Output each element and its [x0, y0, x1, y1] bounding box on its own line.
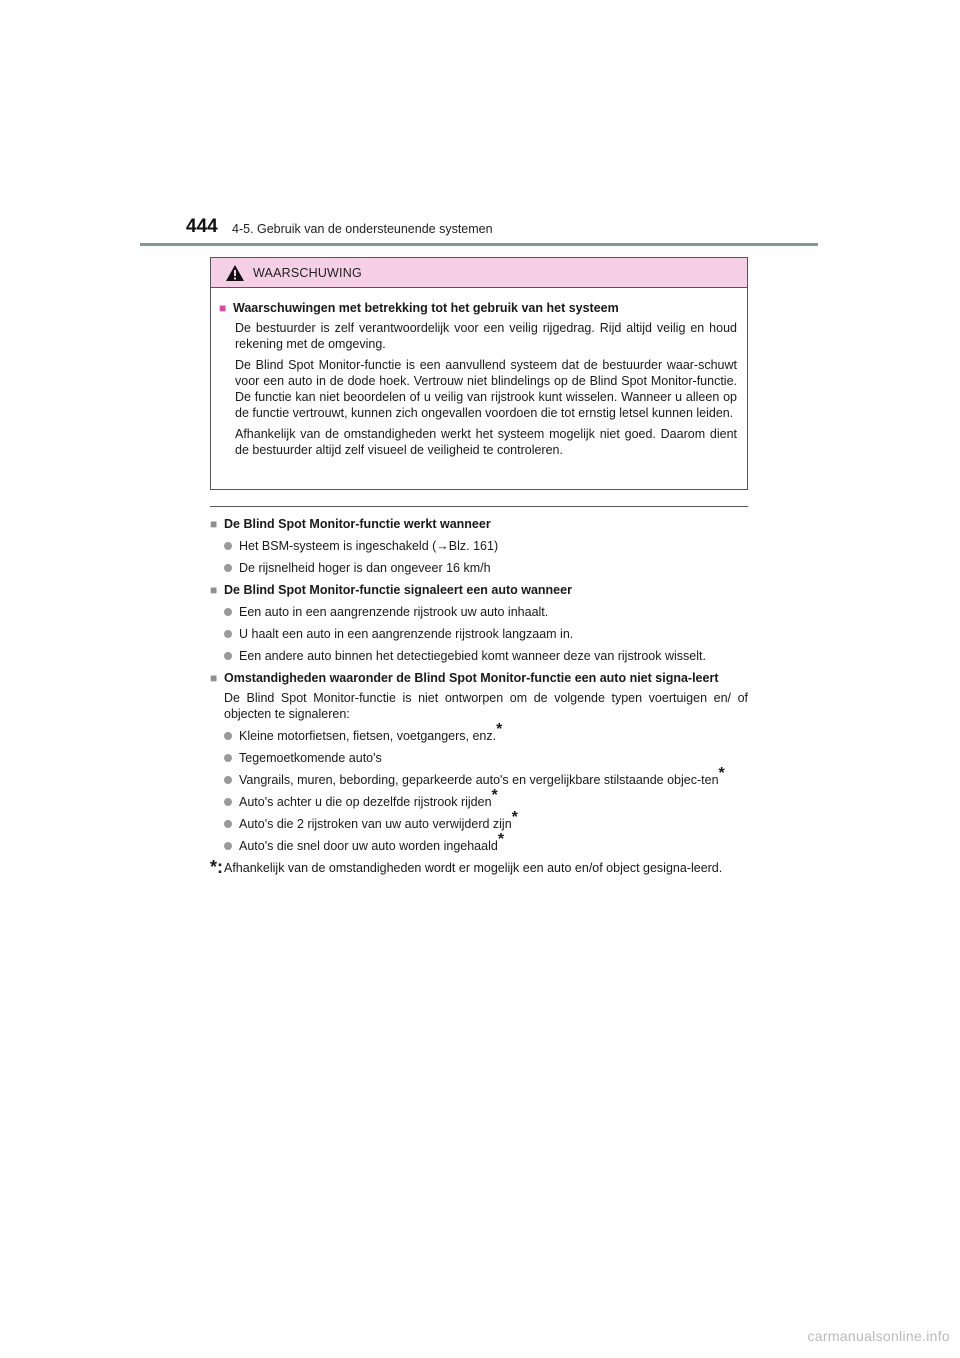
section-heading [210, 670, 748, 686]
list-item-text: U haalt een auto in een aangrenzende rijstrook langzaam in. [239, 627, 574, 641]
bullet-dot-icon [224, 776, 232, 784]
bullet-dot-icon [224, 820, 232, 828]
warning-box [210, 257, 748, 490]
bullet-dot-icon [224, 798, 232, 806]
list-item [224, 765, 748, 788]
warning-heading-text: Waarschuwingen met betrekking tot het gebruik van het systeem [233, 301, 619, 315]
warning-paragraph: Afhankelijk van de omstandigheden werkt het systeem mogelijk niet goed. Daarom dient de bestuurder altijd zelf visueel de veiligheid te controleren. [235, 427, 737, 457]
bullet-dot-icon [224, 842, 232, 850]
footnote-star: * [491, 787, 498, 804]
footnote-mark: *: [210, 857, 223, 877]
list-item [224, 809, 748, 832]
bullet-dot-icon [224, 630, 232, 638]
header-rule [140, 243, 818, 246]
footnote-star: * [496, 721, 503, 738]
list-item [224, 750, 748, 766]
bullet-dot-icon [224, 754, 232, 762]
list-item-text [239, 787, 748, 810]
section-heading-text: Omstandigheden waaronder de Blind Spot Monitor-functie een auto niet signa-leert [224, 671, 719, 685]
list-item-label: Auto's achter u die op dezelfde rijstrook rijden [239, 795, 492, 809]
section-heading-text: De Blind Spot Monitor-functie werkt wanneer [224, 517, 491, 531]
square-bullet-icon: ■ [219, 301, 227, 315]
section-heading-text: De Blind Spot Monitor-functie signaleert een auto wanneer [224, 583, 572, 597]
list-item [224, 787, 748, 810]
list-item [224, 538, 748, 554]
list-item [224, 831, 748, 854]
list-item-label: Auto's die snel door uw auto worden ingehaald [239, 839, 498, 853]
list-item-label: Kleine motorfietsen, fietsen, voetgangers, enz. [239, 729, 497, 743]
list-item-text: De rijsnelheid hoger is dan ongeveer 16 km/h [239, 561, 491, 575]
footnote-star: * [511, 809, 518, 826]
list-item [224, 604, 748, 620]
square-bullet-icon: ■ [210, 517, 218, 531]
warning-paragraph: De Blind Spot Monitor-functie is een aanvullend systeem dat de bestuurder waar-schuwt voor een auto in de dode hoek. Vertrouw niet blindelings op de Blind Spot Monitor-functie. De functie kan niet beoordelen of u veilig van rijstrook kunt wisselen. Wanneer u alleen op de functie vertrouwt, kunnen zich ongevallen voordoen die tot ernstig letsel kunnen leiden. [235, 358, 737, 420]
page-number: 444 [186, 216, 218, 237]
bullet-dot-icon [224, 732, 232, 740]
section-heading [210, 582, 748, 598]
bullet-dot-icon [224, 542, 232, 550]
content [210, 512, 748, 876]
section-heading [210, 516, 748, 532]
bullet-dot-icon [224, 652, 232, 660]
list-item-label: Vangrails, muren, bebording, geparkeerde auto's en vergelijkbare stilstaande objec-ten [239, 773, 719, 787]
footnote-star: * [718, 765, 725, 782]
bullet-dot-icon [224, 608, 232, 616]
section-title: 4-5. Gebruik van de ondersteunende systemen [232, 222, 493, 236]
list-item [224, 626, 748, 642]
bullet-dot-icon [224, 564, 232, 572]
list-item-text: Het BSM-systeem is ingeschakeld (→Blz. 161) [239, 539, 499, 553]
warning-triangle-icon [225, 264, 245, 282]
list-item-text: Een andere auto binnen het detectiegebied komt wanneer deze van rijstrook wisselt. [239, 649, 706, 663]
list-item-text: Een auto in een aangrenzende rijstrook uw auto inhaalt. [239, 605, 549, 619]
footnote-star: * [497, 831, 505, 848]
list-item [224, 648, 748, 664]
list-item [224, 721, 748, 744]
list-item-text [239, 765, 748, 788]
square-bullet-icon: ■ [210, 671, 218, 685]
section-intro: De Blind Spot Monitor-functie is niet ontworpen om de volgende typen voertuigen en/ of objecten te signaleren: [224, 691, 748, 721]
warning-heading [219, 300, 737, 316]
watermark: carmanualsonline.info [807, 1328, 950, 1344]
warning-paragraph: De bestuurder is zelf verantwoordelijk voor een veilig rijgedrag. Rijd altijd veilig en houd rekening met de omgeving. [235, 321, 737, 351]
list-item-text [239, 721, 748, 744]
list-item-text [239, 831, 748, 854]
list-item-text: Tegemoetkomende auto's [239, 751, 382, 765]
square-bullet-icon: ■ [210, 583, 218, 597]
list-item-label: Auto's die 2 rijstroken van uw auto verwijderd zijn [239, 817, 512, 831]
list-item-text [239, 809, 748, 832]
warning-label: WAARSCHUWING [253, 265, 362, 280]
footnote-text: Afhankelijk van de omstandigheden wordt er mogelijk een auto en/of object gesigna-leerd. [224, 861, 723, 875]
warning-body [211, 288, 747, 458]
warning-header [211, 258, 747, 288]
content-rule [210, 506, 748, 507]
list-item [224, 560, 748, 576]
footnote [210, 857, 748, 877]
